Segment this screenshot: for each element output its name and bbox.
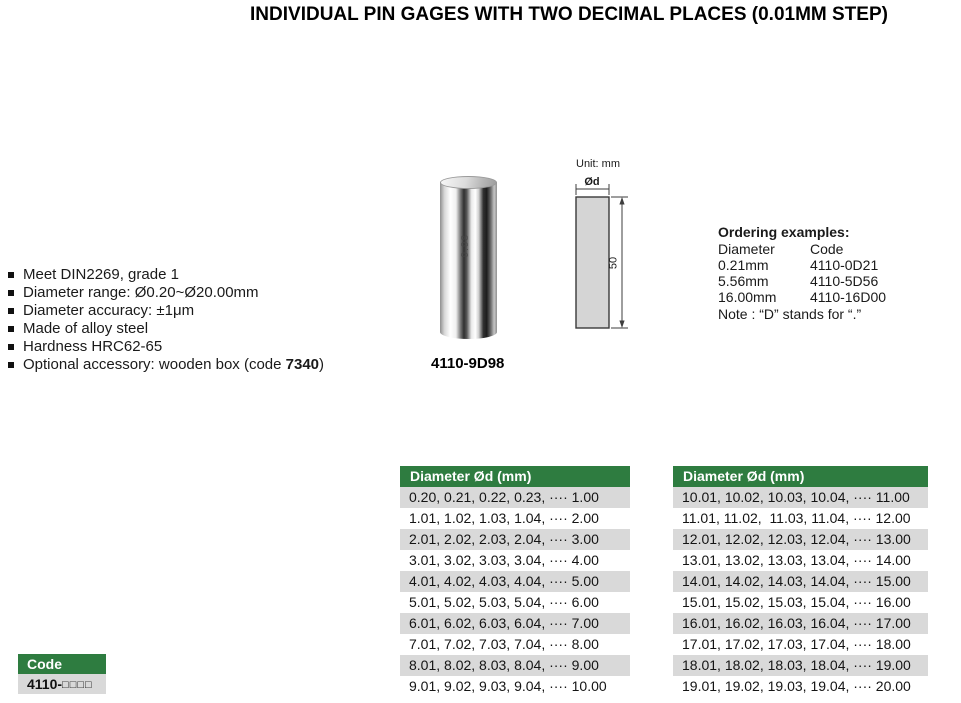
code-box-header: Code [18,654,106,674]
pin-engraved-marking: 9.98 [460,234,471,258]
feature-item [8,338,324,356]
table-row: 15.01, 15.02, 15.03, 15.04, ···· 16.00 [673,592,928,613]
page-title: INDIVIDUAL PIN GAGES WITH TWO DECIMAL PLACES (0.01MM STEP) [250,4,888,25]
table-row: 19.01, 19.02, 19.03, 19.04, ···· 20.00 [673,676,928,697]
length-dimension-label: 50 [607,256,620,270]
ordering-code: 4110-5D56 [810,273,879,289]
table-row: 1.01, 1.02, 1.03, 1.04, ···· 2.00 [400,508,630,529]
table-row: 10.01, 10.02, 10.03, 10.04, ···· 11.00 [673,487,928,508]
table-row: 13.01, 13.02, 13.03, 13.04, ···· 14.00 [673,550,928,571]
bullet-square-icon [8,344,14,350]
feature-text: Diameter accuracy: ±1μm [23,302,195,319]
table-row: 11.01, 11.02, 11.03, 11.04, ···· 12.00 [673,508,928,529]
diameter-table-right [673,466,928,697]
feature-text-post: ) [319,356,325,373]
ordering-diameter: 0.21mm [718,257,769,273]
bullet-square-icon [8,290,14,296]
ordering-row [718,257,886,273]
arrow-up-icon [619,197,624,205]
table-row: 5.01, 5.02, 5.03, 5.04, ···· 6.00 [400,592,630,613]
ordering-row [718,289,886,305]
bullet-square-icon [8,362,14,368]
ordering-heading: Ordering examples: [718,224,850,240]
pin-top-cap [440,176,497,189]
product-code-label: 4110-9D98 [431,355,505,372]
bullet-square-icon [8,272,14,278]
table-row: 9.01, 9.02, 9.03, 9.04, ···· 10.00 [400,676,630,697]
table-row: 18.01, 18.02, 18.03, 18.04, ···· 19.00 [673,655,928,676]
table-row: 16.01, 16.02, 16.03, 16.04, ···· 17.00 [673,613,928,634]
table-row: 12.01, 12.02, 12.03, 12.04, ···· 13.00 [673,529,928,550]
pin-gage-photo [440,176,497,339]
feature-item [8,302,324,320]
accessory-code: 7340 [285,356,320,373]
unit-label: Unit: mm [576,158,620,170]
code-box [18,654,106,694]
feature-text: Meet DIN2269, grade 1 [23,266,179,283]
code-placeholder-boxes: □□□□ [62,679,93,691]
table-header: Diameter Ød (mm) [400,466,630,487]
feature-text: Diameter range: Ø0.20~Ø20.00mm [23,284,259,301]
table-row: 6.01, 6.02, 6.03, 6.04, ···· 7.00 [400,613,630,634]
ordering-note: Note : “D” stands for “.” [718,306,862,322]
feature-item [8,266,324,284]
feature-text [23,356,324,374]
ordering-column-headers [718,241,886,257]
bullet-square-icon [8,308,14,314]
ordering-col-diameter: Diameter [718,241,775,257]
table-header: Diameter Ød (mm) [673,466,928,487]
ordering-code: 4110-16D00 [810,289,887,305]
dimension-drawing [565,153,635,338]
table-row: 14.01, 14.02, 14.03, 14.04, ···· 15.00 [673,571,928,592]
feature-item [8,284,324,302]
bullet-square-icon [8,326,14,332]
table-row: 0.20, 0.21, 0.22, 0.23, ···· 1.00 [400,487,630,508]
code-prefix: 4110- [27,676,63,692]
diameter-table-left [400,466,630,697]
table-row: 7.01, 7.02, 7.03, 7.04, ···· 8.00 [400,634,630,655]
table-row: 8.01, 8.02, 8.03, 8.04, ···· 9.00 [400,655,630,676]
ordering-diameter: 16.00mm [718,289,777,305]
feature-item [8,356,324,374]
pin-outline-rect [576,197,609,328]
code-box-value [18,674,106,694]
feature-text: Made of alloy steel [23,320,149,337]
ordering-row [718,273,886,289]
table-row: 17.01, 17.02, 17.03, 17.04, ···· 18.00 [673,634,928,655]
table-row: 2.01, 2.02, 2.03, 2.04, ···· 3.00 [400,529,630,550]
ordering-diameter: 5.56mm [718,273,769,289]
feature-text-pre: Optional accessory: wooden box (code [23,356,286,373]
feature-list [8,266,324,374]
feature-text: Hardness HRC62-65 [23,338,163,355]
table-row: 4.01, 4.02, 4.03, 4.04, ···· 5.00 [400,571,630,592]
pin-body [440,182,497,339]
ordering-col-code: Code [810,241,844,257]
ordering-examples [718,224,886,322]
ordering-code: 4110-0D21 [810,257,879,273]
arrow-down-icon [619,321,624,329]
table-row: 3.01, 3.02, 3.03, 3.04, ···· 4.00 [400,550,630,571]
diameter-dimension-label: Ød [584,176,600,188]
feature-item [8,320,324,338]
